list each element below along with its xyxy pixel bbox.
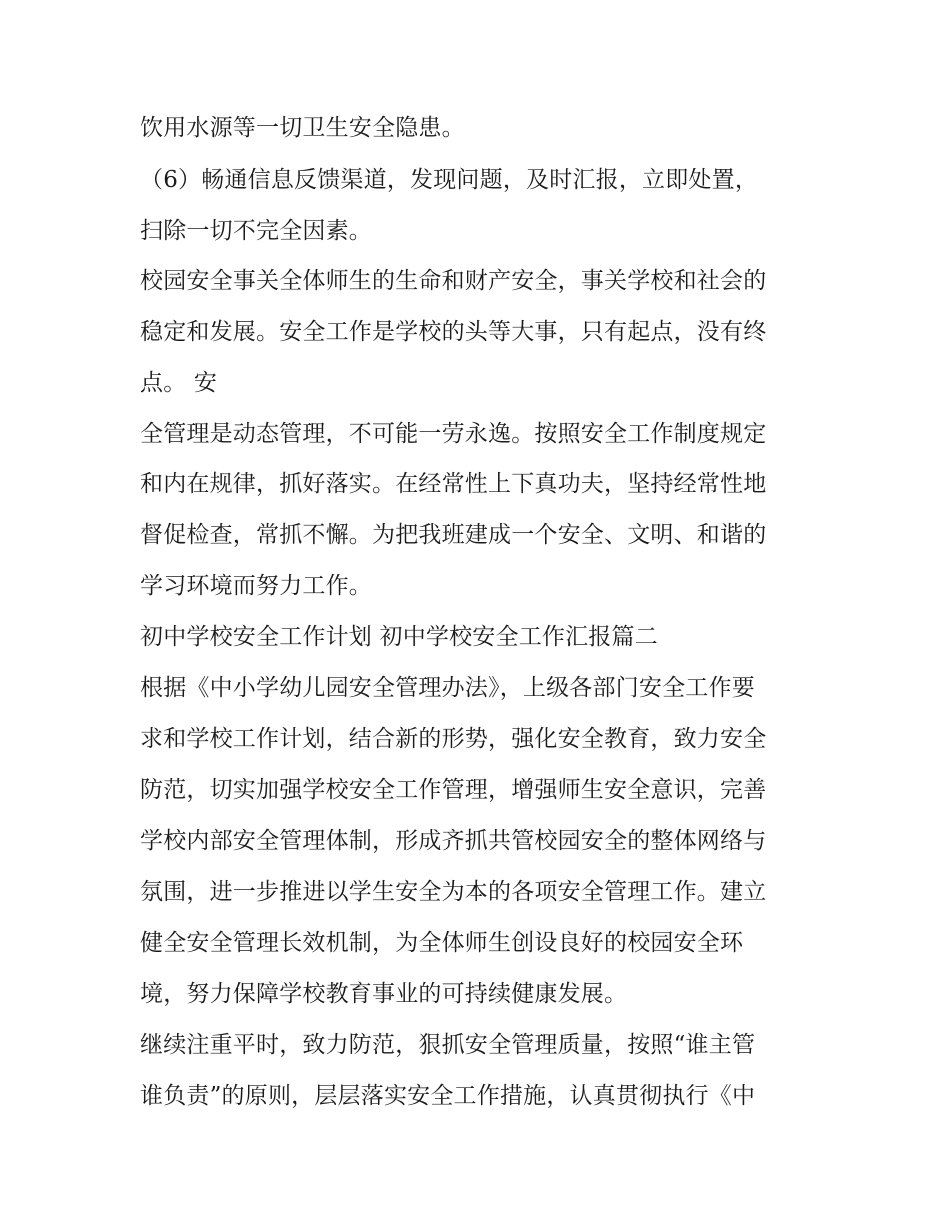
text-line: 扫除一切不完全因素。 [140, 218, 372, 244]
text-line: 全管理是动态管理，不可能一劳永逸。按照安全工作制度规定 [140, 421, 767, 447]
text-line: 防范，切实加强学校安全工作管理，增强师生安全意识，完善 [140, 777, 767, 803]
text-line: 求和学校工作计划，结合新的形势，强化安全教育，致力安全 [140, 726, 767, 752]
text-line: 继续注重平时，致力防范，狠抓安全管理质量，按照“谁主管 [140, 1032, 756, 1058]
text-line: 和内在规律，抓好落实。在经常性上下真功夫，坚持经常性地 [140, 471, 767, 497]
text-line: 根据《中小学幼儿园安全管理办法》，上级各部门安全工作要 [140, 675, 755, 701]
text-line: 学校内部安全管理体制，形成齐抓共管校园安全的整体网络与 [140, 828, 767, 854]
text-line: 氛围，进一步推进以学生安全为本的各项安全管理工作。建立 [140, 879, 767, 905]
text-line: （6）畅通信息反馈渠道，发现问题，及时汇报，立即处置， [140, 167, 759, 193]
text-line: 境，努力保障学校教育事业的可持续健康发展。 [140, 981, 628, 1007]
text-line: 饮用水源等一切卫生安全隐患。 [140, 115, 465, 141]
text-line: 点。 安 [140, 370, 218, 396]
text-line: 督促检查，常抓不懈。为把我班建成一个安全、文明、和谐的 [140, 522, 767, 548]
text-line: 谁负责”的原则，层层落实安全工作措施，认真贯彻执行《中 [140, 1083, 756, 1109]
text-line: 学习环境而努力工作。 [140, 573, 372, 599]
text-line: 校园安全事关全体师生的生命和财产安全，事关学校和社会的 [140, 268, 767, 294]
section-heading: 初中学校安全工作计划 初中学校安全工作汇报篇二 [140, 624, 658, 650]
text-line: 稳定和发展。安全工作是学校的头等大事，只有起点，没有终 [140, 319, 767, 345]
text-line: 健全安全管理长效机制，为全体师生创设良好的校园安全环 [140, 930, 744, 956]
